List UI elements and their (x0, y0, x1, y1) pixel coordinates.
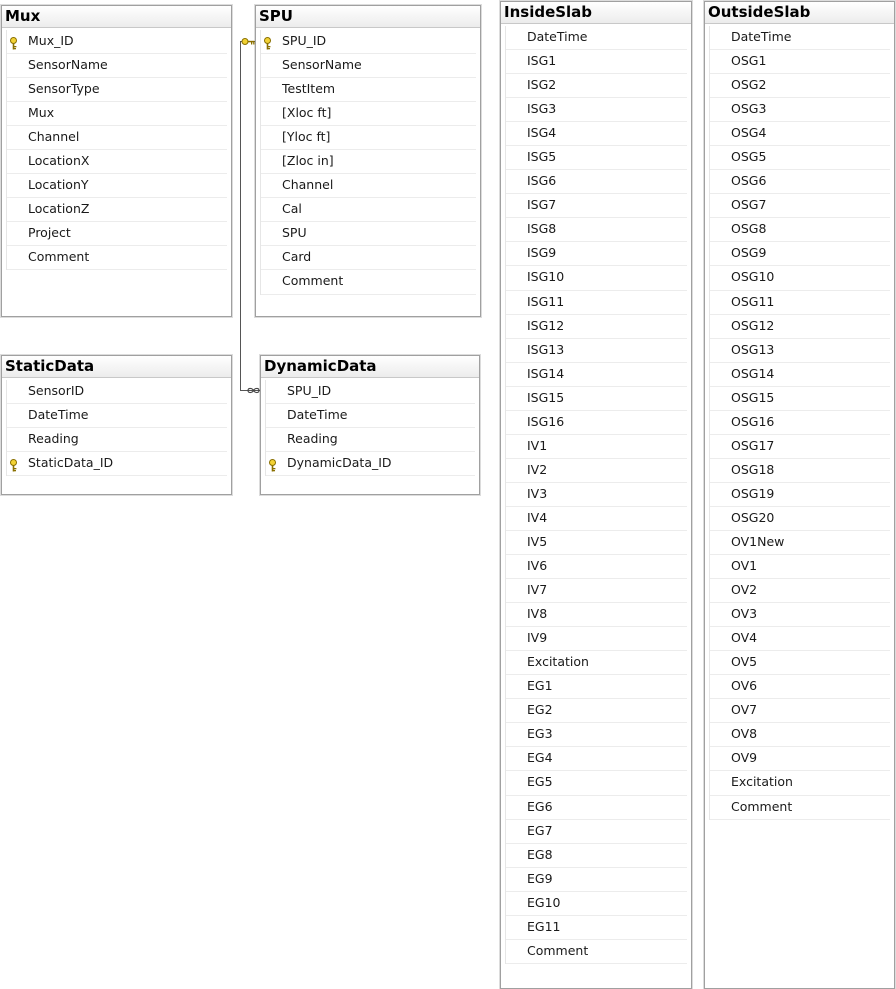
table-spu[interactable] (255, 5, 481, 317)
primary-key-icon (9, 35, 18, 48)
column-name: [Yloc ft] (282, 129, 331, 145)
column-name: OSG17 (731, 437, 775, 453)
column-row[interactable] (7, 452, 227, 476)
column-name: IV2 (527, 461, 548, 477)
column-name: IV7 (527, 582, 548, 598)
column-row[interactable] (710, 796, 890, 820)
column-row[interactable] (506, 555, 687, 579)
column-name: ISG16 (527, 413, 565, 429)
column-row[interactable] (261, 30, 476, 54)
column-row[interactable] (506, 675, 687, 699)
column-row[interactable] (261, 102, 476, 126)
column-name: EG1 (527, 678, 553, 694)
column-row[interactable] (710, 194, 890, 218)
column-name: OSG4 (731, 125, 767, 141)
column-name: DateTime (731, 29, 792, 44)
column-row[interactable] (710, 50, 890, 74)
column-row[interactable] (710, 74, 890, 98)
column-row[interactable] (506, 844, 687, 868)
column-name: EG5 (527, 774, 553, 790)
column-row[interactable] (710, 627, 890, 651)
column-row[interactable] (710, 218, 890, 242)
column-row[interactable] (506, 266, 687, 290)
column-name: TestItem (282, 81, 336, 97)
column-list (260, 30, 476, 295)
primary-key-icon (263, 35, 272, 48)
column-name: IV3 (527, 485, 548, 501)
column-name: OSG12 (731, 317, 775, 333)
table-mux[interactable] (1, 5, 232, 317)
column-row[interactable] (506, 242, 687, 266)
column-name: ISG2 (527, 77, 557, 93)
column-row[interactable] (506, 194, 687, 218)
column-name: OSG20 (731, 509, 775, 525)
column-name: OSG5 (731, 149, 767, 165)
column-row[interactable] (506, 603, 687, 627)
column-name: EG9 (527, 870, 553, 886)
column-name: [Zloc in] (282, 153, 334, 169)
column-name: OV2 (731, 582, 758, 598)
column-name: SPU_ID (282, 33, 327, 48)
column-row[interactable] (710, 531, 890, 555)
column-name: OSG15 (731, 389, 775, 405)
column-name: Comment (28, 249, 90, 265)
table-outsideslab[interactable] (704, 1, 895, 989)
column-row[interactable] (266, 428, 475, 452)
column-name: Excitation (731, 774, 793, 790)
column-row[interactable] (261, 270, 476, 294)
column-name: Comment (527, 942, 589, 958)
column-row[interactable] (7, 126, 227, 150)
column-name: IV1 (527, 437, 548, 453)
column-name: OV4 (731, 630, 758, 646)
column-row[interactable] (710, 723, 890, 747)
column-row[interactable] (710, 315, 890, 339)
column-row[interactable] (506, 699, 687, 723)
column-row[interactable] (506, 98, 687, 122)
column-row[interactable] (710, 26, 890, 50)
column-row[interactable] (710, 98, 890, 122)
column-name: OV8 (731, 726, 758, 742)
column-name: DateTime (527, 29, 588, 44)
column-name: Channel (28, 129, 80, 145)
column-name: Reading (28, 431, 79, 447)
column-row[interactable] (506, 916, 687, 940)
column-name: ISG12 (527, 317, 565, 333)
column-row[interactable] (506, 26, 687, 50)
column-name: OSG3 (731, 101, 767, 117)
column-row[interactable] (506, 771, 687, 795)
column-row[interactable] (710, 146, 890, 170)
infinity-icon (247, 387, 260, 394)
column-name: OV1 (731, 558, 758, 574)
column-name: SensorName (28, 57, 108, 73)
column-row[interactable] (506, 218, 687, 242)
column-row[interactable] (710, 435, 890, 459)
column-row[interactable] (710, 411, 890, 435)
column-name: [Xloc ft] (282, 105, 332, 121)
column-row[interactable] (506, 796, 687, 820)
column-row[interactable] (710, 170, 890, 194)
column-row[interactable] (7, 54, 227, 78)
column-row[interactable] (710, 675, 890, 699)
relationship-line (240, 41, 241, 390)
column-row[interactable] (7, 102, 227, 126)
column-name: OSG9 (731, 245, 767, 261)
column-name: OV3 (731, 606, 758, 622)
column-name: LocationY (28, 177, 89, 193)
column-name: ISG4 (527, 125, 557, 141)
column-row[interactable] (506, 363, 687, 387)
column-row[interactable] (506, 940, 687, 964)
column-name: Comment (282, 273, 344, 289)
column-row[interactable] (710, 363, 890, 387)
column-row[interactable] (710, 555, 890, 579)
column-row[interactable] (7, 150, 227, 174)
column-name: SPU_ID (287, 383, 332, 398)
table-insideslab[interactable] (500, 1, 692, 989)
column-row[interactable] (7, 174, 227, 198)
column-row[interactable] (506, 435, 687, 459)
column-row[interactable] (7, 246, 227, 270)
column-name: EG2 (527, 702, 553, 718)
column-row[interactable] (506, 820, 687, 844)
column-row[interactable] (7, 222, 227, 246)
column-row[interactable] (710, 747, 890, 771)
column-name: EG7 (527, 822, 553, 838)
column-name: OV9 (731, 750, 758, 766)
column-name: IV6 (527, 558, 548, 574)
column-list (6, 380, 227, 476)
column-name: EG4 (527, 750, 553, 766)
column-row[interactable] (266, 404, 475, 428)
column-row[interactable] (7, 30, 227, 54)
column-name: ISG11 (527, 293, 565, 309)
column-name: DynamicData_ID (287, 455, 392, 471)
column-name: EG3 (527, 726, 553, 742)
column-name: Card (282, 249, 312, 265)
column-list (709, 26, 890, 820)
column-name: OSG10 (731, 269, 775, 285)
column-row[interactable] (506, 74, 687, 98)
column-name: OSG1 (731, 53, 767, 69)
column-name: ISG3 (527, 101, 557, 117)
column-name: Cal (282, 201, 302, 217)
column-name: ISG13 (527, 341, 565, 357)
column-name: SensorID (28, 383, 85, 398)
table-title: SPU (256, 6, 480, 28)
column-name: IV4 (527, 509, 548, 525)
column-name: ISG9 (527, 245, 557, 261)
column-row[interactable] (506, 507, 687, 531)
column-name: ISG1 (527, 53, 557, 69)
column-name: OSG11 (731, 293, 775, 309)
column-row[interactable] (506, 868, 687, 892)
column-name: LocationZ (28, 201, 90, 217)
column-row[interactable] (266, 452, 475, 476)
column-row[interactable] (7, 78, 227, 102)
column-row[interactable] (710, 507, 890, 531)
column-name: SPU (282, 225, 307, 241)
column-name: IV9 (527, 630, 548, 646)
column-row[interactable] (710, 483, 890, 507)
column-row[interactable] (506, 122, 687, 146)
column-row[interactable] (506, 459, 687, 483)
column-row[interactable] (710, 771, 890, 795)
column-row[interactable] (261, 246, 476, 270)
column-row[interactable] (261, 54, 476, 78)
column-row[interactable] (261, 78, 476, 102)
key-icon (241, 37, 255, 46)
column-name: OV7 (731, 702, 758, 718)
column-name: EG11 (527, 918, 561, 934)
column-row[interactable] (506, 411, 687, 435)
column-name: SensorType (28, 81, 100, 97)
column-row[interactable] (506, 387, 687, 411)
column-name: ISG7 (527, 197, 557, 213)
column-name: Channel (282, 177, 334, 193)
table-title: StaticData (2, 356, 231, 378)
primary-key-icon (268, 457, 277, 470)
column-name: OSG16 (731, 413, 775, 429)
column-name: EG6 (527, 798, 553, 814)
column-list (505, 26, 687, 964)
column-name: EG10 (527, 894, 561, 910)
column-row[interactable] (710, 459, 890, 483)
column-row[interactable] (710, 242, 890, 266)
column-row[interactable] (506, 531, 687, 555)
column-name: OSG2 (731, 77, 767, 93)
column-name: ISG10 (527, 269, 565, 285)
column-name: ISG5 (527, 149, 557, 165)
column-row[interactable] (261, 174, 476, 198)
column-list (6, 30, 227, 270)
column-row[interactable] (710, 266, 890, 290)
column-row[interactable] (261, 222, 476, 246)
column-row[interactable] (261, 150, 476, 174)
column-name: IV8 (527, 606, 548, 622)
column-name: ISG6 (527, 173, 557, 189)
column-name: EG8 (527, 846, 553, 862)
column-name: IV5 (527, 533, 548, 549)
column-name: Mux (28, 105, 55, 121)
column-row[interactable] (506, 651, 687, 675)
column-row[interactable] (710, 291, 890, 315)
table-staticdata[interactable] (1, 355, 232, 495)
column-name: OSG8 (731, 221, 767, 237)
column-row[interactable] (7, 198, 227, 222)
column-name: SensorName (282, 57, 362, 73)
column-row[interactable] (506, 723, 687, 747)
table-title: Mux (2, 6, 231, 28)
column-name: OV5 (731, 654, 758, 670)
column-name: Reading (287, 431, 338, 447)
column-name: OSG6 (731, 173, 767, 189)
column-name: OSG7 (731, 197, 767, 213)
table-title: OutsideSlab (705, 2, 894, 24)
column-row[interactable] (710, 122, 890, 146)
column-name: ISG14 (527, 365, 565, 381)
column-row[interactable] (506, 170, 687, 194)
column-row[interactable] (261, 198, 476, 222)
column-name: OV1New (731, 533, 785, 549)
column-name: OSG19 (731, 485, 775, 501)
column-row[interactable] (710, 339, 890, 363)
column-name: Mux_ID (28, 33, 74, 48)
column-row[interactable] (506, 627, 687, 651)
column-name: OSG14 (731, 365, 775, 381)
column-row[interactable] (710, 651, 890, 675)
table-title: InsideSlab (501, 2, 691, 24)
column-row[interactable] (710, 387, 890, 411)
column-name: DateTime (28, 407, 89, 423)
column-name: ISG8 (527, 221, 557, 237)
table-title: DynamicData (261, 356, 479, 378)
column-name: Excitation (527, 654, 589, 670)
column-row[interactable] (506, 892, 687, 916)
column-row[interactable] (710, 603, 890, 627)
column-name: StaticData_ID (28, 455, 114, 471)
column-row[interactable] (506, 747, 687, 771)
column-row[interactable] (7, 404, 227, 428)
column-name: OSG13 (731, 341, 775, 357)
table-dynamicdata[interactable] (260, 355, 480, 495)
column-row[interactable] (506, 50, 687, 74)
column-name: Comment (731, 798, 793, 814)
column-row[interactable] (506, 315, 687, 339)
column-row[interactable] (261, 126, 476, 150)
column-row[interactable] (506, 579, 687, 603)
column-row[interactable] (710, 699, 890, 723)
column-row[interactable] (506, 339, 687, 363)
column-row[interactable] (506, 146, 687, 170)
column-name: OV6 (731, 678, 758, 694)
column-name: Project (28, 225, 71, 241)
column-row[interactable] (7, 428, 227, 452)
column-row[interactable] (710, 579, 890, 603)
column-list (265, 380, 475, 476)
column-row[interactable] (266, 380, 475, 404)
column-row[interactable] (506, 483, 687, 507)
column-name: LocationX (28, 153, 90, 169)
primary-key-icon (9, 457, 18, 470)
column-name: DateTime (287, 407, 348, 423)
column-row[interactable] (7, 380, 227, 404)
column-name: OSG18 (731, 461, 775, 477)
column-row[interactable] (506, 291, 687, 315)
column-name: ISG15 (527, 389, 565, 405)
